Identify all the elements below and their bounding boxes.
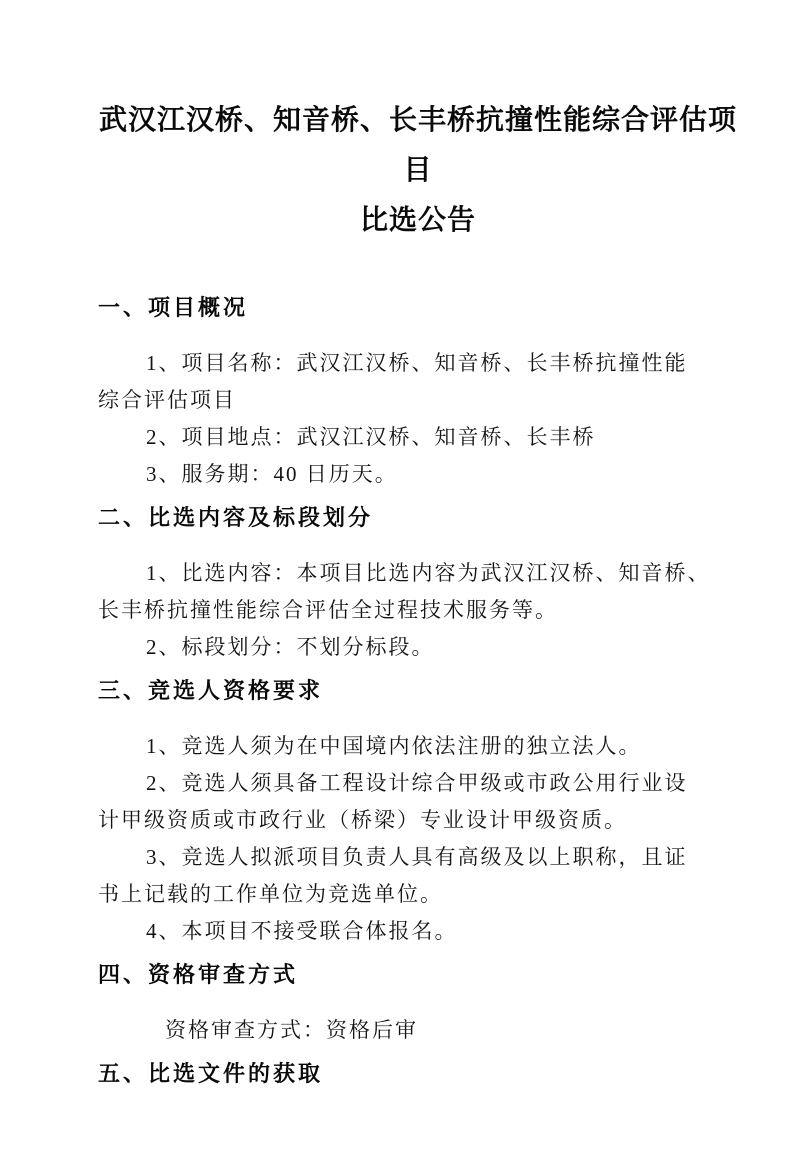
section-project-overview: [98, 293, 738, 493]
text-line: 3、服务期：40 日历天。: [146, 462, 398, 486]
text-line: 1、项目名称：武汉江汉桥、知音桥、长丰桥抗撞性能: [146, 351, 688, 375]
text-line: 2、竞选人须具备工程设计综合甲级或市政公用行业设: [146, 771, 688, 795]
text-line: 计甲级资质或市政行业（桥梁）专业设计甲级资质。: [98, 808, 627, 832]
title-line-2: 比选公告: [359, 205, 476, 236]
section-heading: 三、竞选人资格要求: [98, 678, 324, 703]
section-heading: 一、项目概况: [98, 295, 249, 320]
text-line: 综合评估项目: [98, 388, 236, 412]
section-qualification-review: [98, 960, 738, 1049]
title-line-1: 武汉江汉桥、知音桥、长丰桥抗撞性能综合评估项目: [98, 105, 737, 186]
text-line: 4、本项目不接受联合体报名。: [146, 919, 458, 943]
section-bid-content: [98, 503, 738, 666]
text-line: 1、比选内容：本项目比选内容为武汉江汉桥、知音桥、: [146, 561, 711, 585]
text-line: 长丰桥抗撞性能综合评估全过程技术服务等。: [98, 598, 558, 622]
document-title: [98, 96, 738, 246]
text-line: 2、项目地点：武汉江汉桥、知音桥、长丰桥: [146, 425, 596, 449]
section-heading: 四、资格审查方式: [98, 962, 299, 987]
section-qualification-requirements: [98, 676, 738, 950]
section-document-acquisition: [98, 1059, 738, 1089]
text-line: 2、标段划分：不划分标段。: [146, 635, 435, 659]
section-heading: 二、比选内容及标段划分: [98, 505, 374, 530]
text-line: 1、竞选人须为在中国境内依法注册的独立法人。: [146, 734, 642, 758]
text-line: 书上记载的工作单位为竞选单位。: [98, 882, 443, 906]
text-line: 3、竞选人拟派项目负责人具有高级及以上职称，且证: [146, 845, 688, 869]
section-heading: 五、比选文件的获取: [98, 1061, 324, 1086]
text-line: 资格审查方式：资格后审: [165, 1018, 418, 1042]
